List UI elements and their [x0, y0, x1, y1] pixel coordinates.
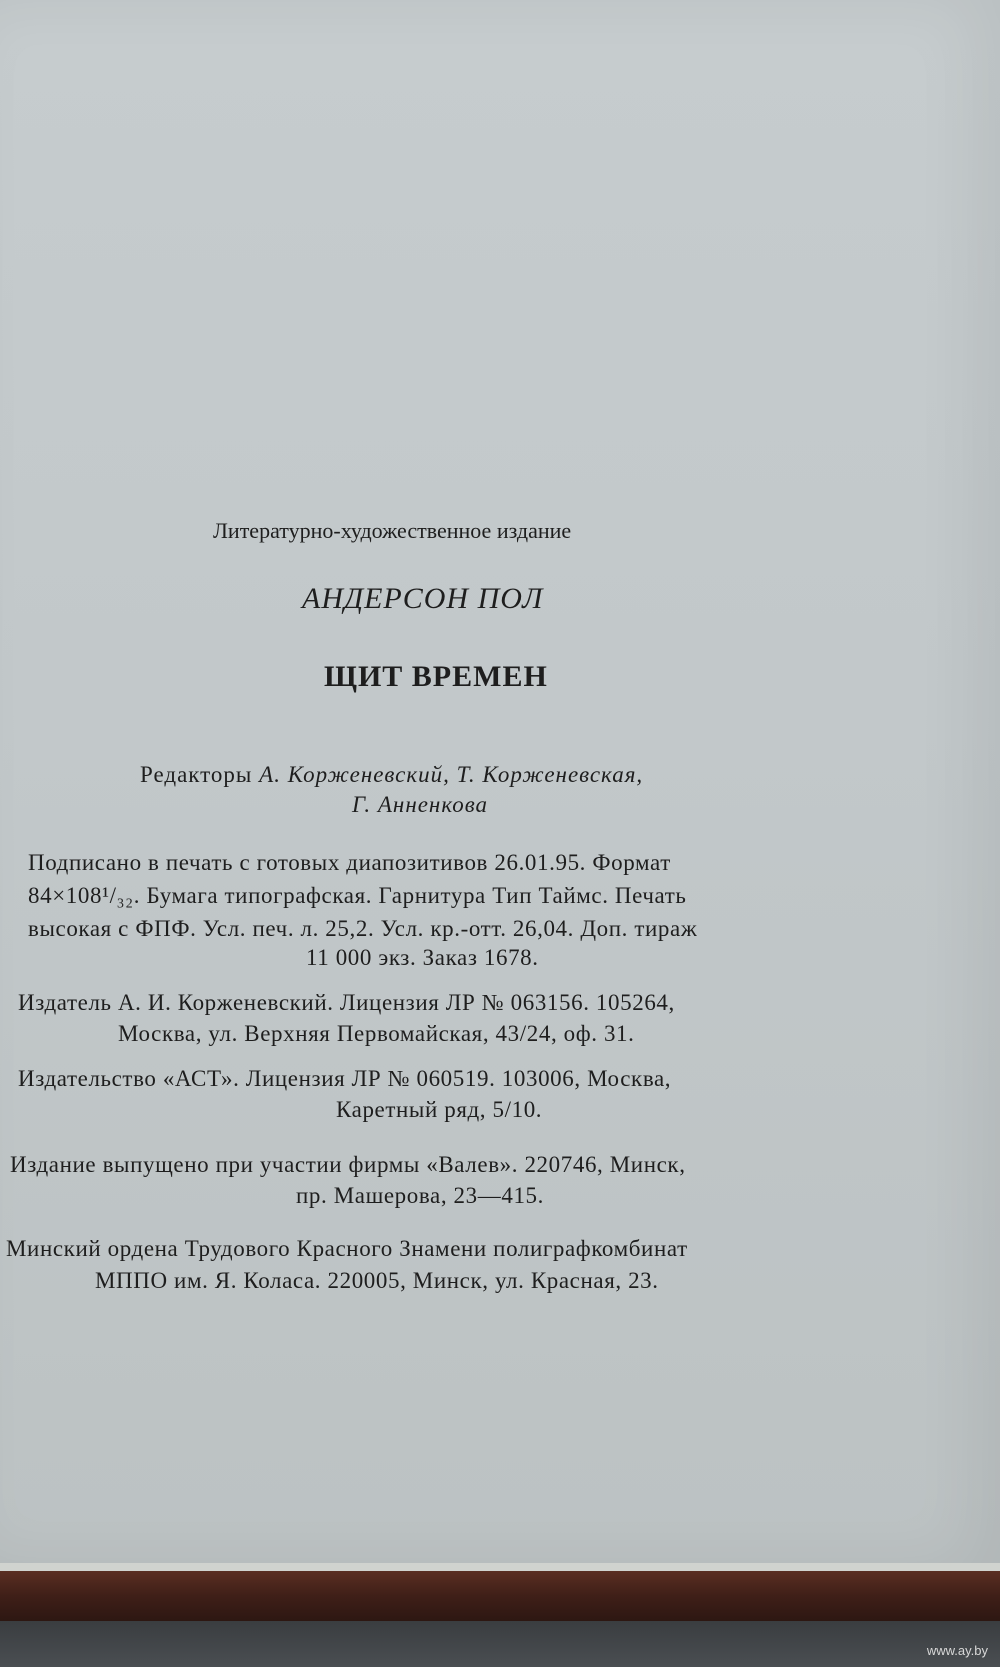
editors-label: Редакторы [140, 762, 253, 787]
publishing-house-line-2: Каретный ряд, 5/10. [336, 1097, 543, 1122]
print-info-line-2: 84×108¹/₃₂. Бумага типографская. Гарнитура Тип Таймс. Печать [28, 883, 687, 908]
print-info-line-4: 11 000 экз. Заказ 1678. [306, 945, 539, 970]
print-info-line-3: высокая с ФПФ. Усл. печ. л. 25,2. Усл. кр.-отт. 26,04. Доп. тираж [28, 916, 698, 941]
publishing-house-line-1: Издательство «АСТ». Лицензия ЛР № 060519. 103006, Москва, [18, 1066, 672, 1091]
publisher-line-1: Издатель А. И. Корженевский. Лицензия ЛР № 063156. 105264, [18, 990, 675, 1015]
genre-line: Литературно-художественное издание [213, 518, 572, 543]
wooden-surface [0, 1571, 1000, 1621]
partner-line-2: пр. Машерова, 23—415. [296, 1183, 545, 1208]
printer-line-2: МППО им. Я. Коласа. 220005, Минск, ул. Красная, 23. [95, 1268, 659, 1293]
editors-line-1 [140, 762, 643, 788]
partner-line-1: Издание выпущено при участии фирмы «Валев». 220746, Минск, [10, 1152, 686, 1177]
editors-names-1: А. Корженевский, Т. Корженевская, [259, 762, 644, 787]
author-name: АНДЕРСОН ПОЛ [302, 582, 544, 615]
page-edge [0, 1563, 1000, 1571]
publisher-line-2: Москва, ул. Верхняя Первомайская, 43/24, оф. 31. [118, 1021, 635, 1046]
editors-line-2: Г. Анненкова [352, 792, 489, 817]
print-info-line-1: Подписано в печать с готовых диапозитивов 26.01.95. Формат [28, 850, 671, 875]
watermark: www.ay.by [926, 1643, 988, 1658]
book-title: ЩИТ ВРЕМЕН [324, 660, 548, 693]
background-floor [0, 1621, 1000, 1667]
printer-line-1: Минский ордена Трудового Красного Знамени полиграфкомбинат [6, 1236, 688, 1261]
